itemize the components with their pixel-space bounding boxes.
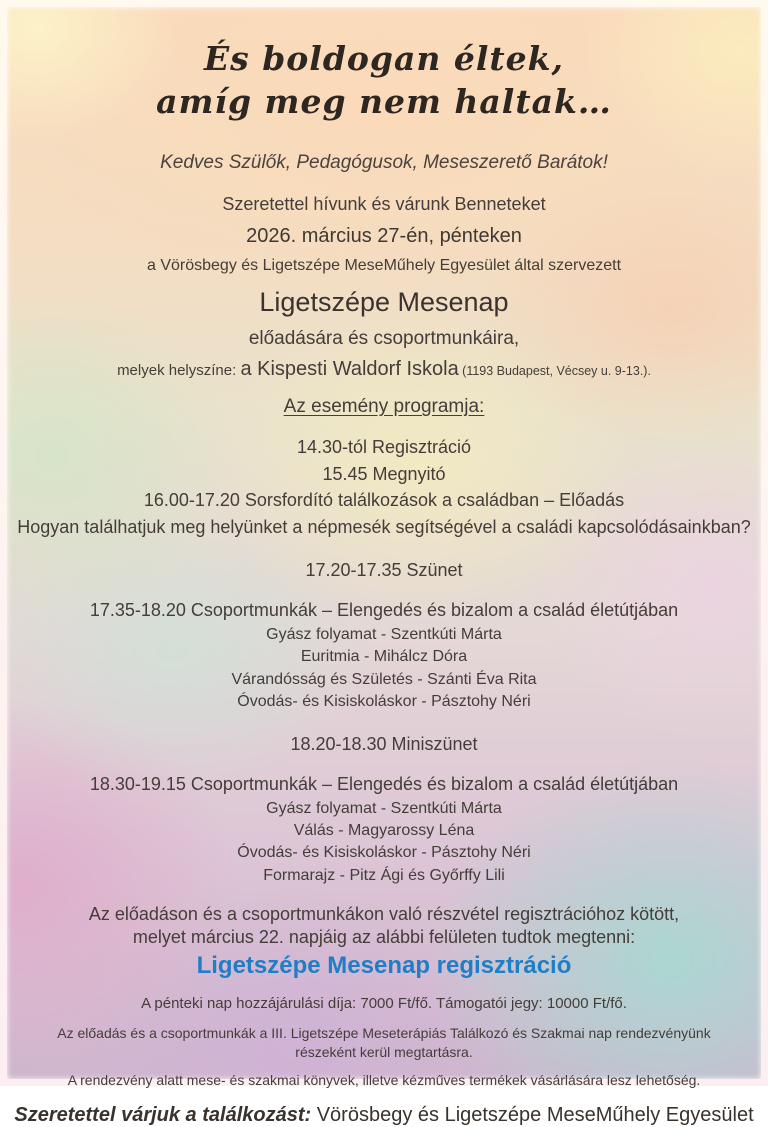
program-heading: Az esemény programja: — [283, 396, 485, 417]
registration-line1: Az előadáson és a csoportmunkákon való részvétel regisztrációhoz kötött, — [88, 904, 680, 925]
venue-address: (1193 Budapest, Vécsey u. 9-13.). — [458, 364, 651, 378]
program-line: Hogyan találhatjuk meg helyünket a népmesék segítségével a családi kapcsolódásainkban? — [17, 516, 751, 537]
note-event-context: Az előadás és a csoportmunkák a III. Ligetszépe Meseterápiás Találkozó és Szakmai nap rendezvényünk részeként kerül megtartásra. — [57, 1025, 711, 1061]
program-block-afternoon — [7, 434, 761, 540]
program-line: 14.30-tól Regisztráció — [296, 437, 472, 457]
session-item: Válás - Magyarossy Léna — [293, 822, 475, 840]
session-item: Várandósság és Születés - Szánti Éva Rita — [231, 670, 537, 688]
event-type: előadására és csoportmunkáira, — [248, 328, 520, 349]
program-break-1: 17.20-17.35 Szünet — [305, 560, 463, 580]
poster-title — [7, 7, 761, 123]
fees-text: A pénteki nap hozzájárulási díja: 7000 Ft/fő. Támogatói jegy: 10000 Ft/fő. — [141, 995, 627, 1013]
session-items — [7, 798, 761, 888]
program-break-2: 18.20-18.30 Miniszünet — [290, 733, 478, 754]
venue-line — [7, 358, 761, 381]
poster-title-line1: És boldogan éltek, — [204, 39, 564, 78]
program-line: 15.45 Megnyitó — [322, 463, 446, 484]
closing-organizer: Vörösbegy és Ligetszépe MeseMűhely Egyesület — [311, 1104, 754, 1127]
registration-line2: melyet március 22. napjáig az alábbi felületen tudtok megtenni: — [132, 927, 636, 948]
session-item: Euritmia - Mihálcz Dóra — [300, 648, 468, 666]
note-market: A rendezvény alatt mese- és szakmai könyvek, illetve kézműves termékek vásárlására lesz lehetőség. — [67, 1072, 701, 1089]
event-date: 2026. március 27-én, pénteken — [246, 225, 522, 247]
session-item: Formarajz - Pitz Ági és Győrffy Lili — [263, 866, 505, 884]
registration-info — [7, 903, 761, 979]
program-session-1 — [7, 600, 761, 714]
invite-text: Szeretettel hívunk és várunk Benneteket — [222, 194, 546, 214]
poster-title-line2: amíg meg nem haltak… — [156, 82, 612, 121]
session-item: Gyász folyamat - Szentkúti Márta — [266, 626, 502, 643]
session-item: Gyász folyamat - Szentkúti Márta — [266, 799, 502, 817]
session-title: 17.35-18.20 Csoportmunkák – Elengedés és bizalom a család életútjában — [89, 600, 679, 620]
session-item: Óvodás- és Kisiskoláskor - Pásztohy Néri — [237, 693, 531, 711]
session-items — [7, 624, 761, 714]
venue-prefix: melyek helyszíne: — [117, 362, 241, 379]
closing-line — [7, 1104, 761, 1127]
venue-name: a Kispesti Waldorf Iskola — [240, 358, 459, 380]
event-flyer — [7, 7, 761, 1127]
event-name: Ligetszépe Mesenap — [259, 287, 509, 317]
closing-italic: Szeretettel várjuk a találkozást: — [14, 1104, 312, 1127]
program-session-2 — [7, 774, 761, 888]
organizer-intro: a Vörösbegy és Ligetszépe MeseMűhely Egyesület által szervezett — [146, 257, 622, 274]
session-item: Óvodás- és Kisiskoláskor - Pásztohy Néri — [237, 844, 531, 862]
registration-link[interactable]: Ligetszépe Mesenap regisztráció — [196, 952, 572, 980]
greeting-text: Kedves Szülők, Pedagógusok, Meseszerető Barátok! — [160, 152, 608, 173]
program-line: 16.00-17.20 Sorsfordító találkozások a családban – Előadás — [143, 490, 625, 510]
session-title: 18.30-19.15 Csoportmunkák – Elengedés és bizalom a család életútjában — [89, 773, 679, 794]
